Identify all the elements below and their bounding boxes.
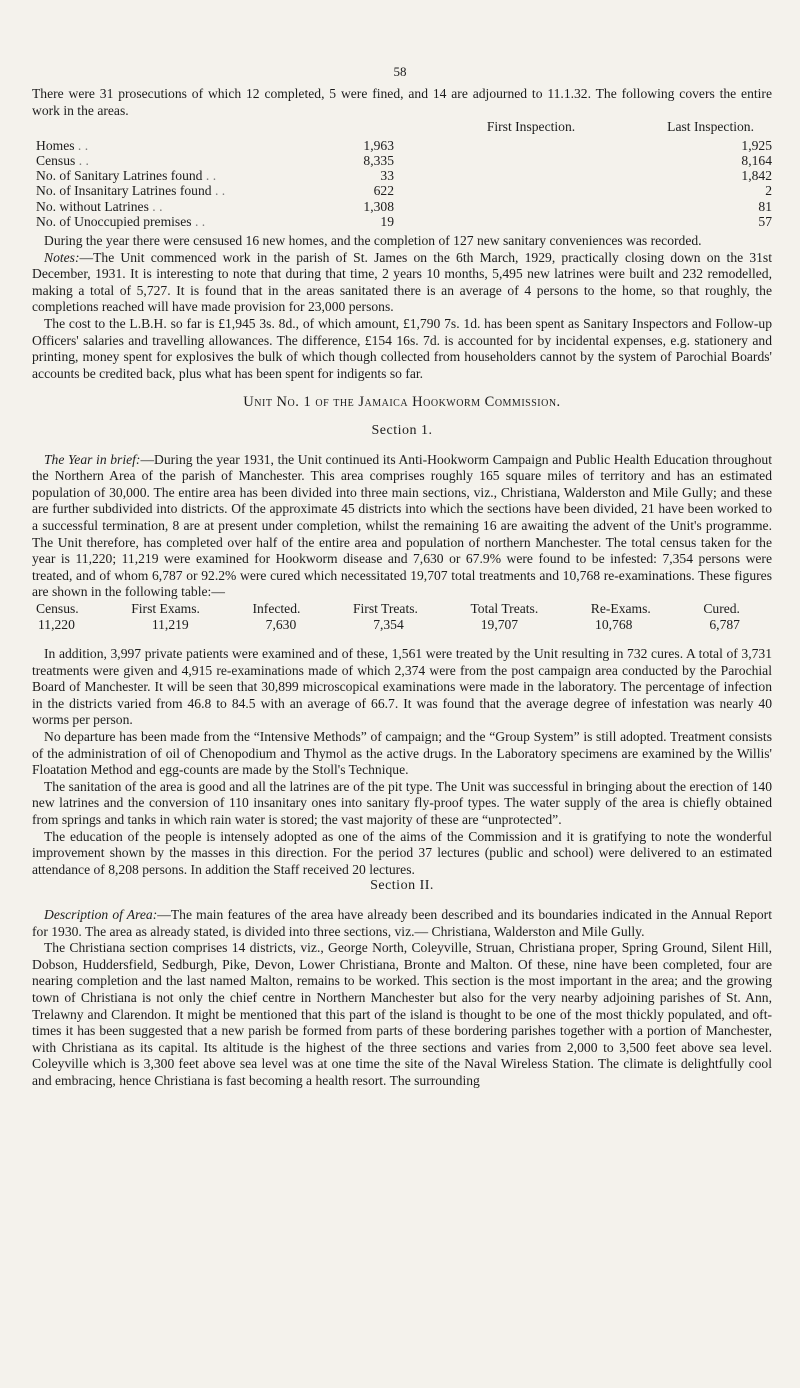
inspection-row	[36, 168, 772, 183]
description-paragraph	[32, 907, 772, 940]
section-2-heading: Section II.	[370, 878, 434, 894]
first-inspection-value: 33	[380, 168, 394, 184]
cure-table-value: 19,707	[480, 617, 519, 633]
cure-table-value: 10,768	[595, 617, 633, 633]
cure-table-value: 6,787	[709, 617, 740, 633]
cure-table-values	[32, 617, 772, 634]
page-number: 58	[393, 64, 407, 79]
inspection-row-label: Census . .	[36, 152, 89, 168]
unit-heading: Unit No. 1 of the Jamaica Hookworm Commission.	[243, 394, 561, 411]
last-inspection-header: Last Inspection.	[667, 119, 754, 135]
last-inspection-value: 2	[765, 183, 772, 199]
inspection-row	[36, 214, 772, 229]
first-inspection-value: 622	[373, 183, 394, 199]
cost-paragraph: The cost to the L.B.H. so far is £1,945 3s. 8d., of which amount, £1,790 7s. 1d. has been spent as Sanitary Inspectors and Follow-up Officers' salaries and travelling allowances. The difference, £154 16s. 7d. is accounted for by incidental expenses, e.g. stationery and printing, money spent for explosives the bulk of which though collected from householders cannot by the system of Parochial Boards' accounts be credited back, plus what has been spent for indigents so far.	[32, 315, 772, 381]
inspection-headers	[32, 119, 772, 136]
first-inspection-header: First Inspection.	[486, 119, 576, 135]
page-content	[32, 86, 772, 1090]
last-inspection-value: 57	[758, 213, 772, 229]
cure-table-header: Cured.	[703, 600, 740, 616]
brief-label: The Year in brief:	[44, 451, 141, 467]
inspection-row-label: No. without Latrines . .	[36, 198, 163, 214]
inspection-row-label: No. of Sanitary Latrines found . .	[36, 168, 217, 184]
cure-table-value: 11,219	[151, 617, 189, 633]
dot-leader: . .	[78, 152, 89, 168]
brief-paragraph	[32, 452, 772, 601]
inspection-row-label: Homes . .	[36, 137, 89, 153]
inspection-row	[36, 138, 772, 153]
dot-leader: . .	[152, 198, 163, 214]
description-label: Description of Area:	[44, 906, 158, 922]
last-inspection-value: 1,925	[741, 137, 772, 153]
education-paragraph: The education of the people is intensely adopted as one of the aims of the Commission and it is gratifying to note the wonderful improvement shown by the masses in this direction. For the period 37 lectures (public and school) were delivered to an estimated attendance of 8,208 persons. In addition the Staff received 20 lectures.	[32, 828, 772, 877]
cure-table-header: Total Treats.	[470, 600, 539, 616]
cure-table-header: Re-Exams.	[590, 600, 651, 616]
brief-text: —During the year 1931, the Unit continued its Anti-Hookworm Campaign and Public Health Education throughout the Northern Area of the parish of Manchester. This area comprises roughly 165 square miles of territory and has an estimated population of 30,000. The entire area has been divided into three main sections, viz., Christiana, Walderston and Mile Gully; and these are further subdivided into districts. Of the approximate 45 districts into which the sections have been divided, 21 have been worked to a successful termination, 8 are at present under completion, whilst the remaining 16 are awaiting the advent of the Unit's programme. The Unit therefore, has completed over half of the entire area and population of northern Manchester. The total census taken for the year is 11,220; 11,219 were examined for Hookworm disease and 7,630 or 67.9% were found to be infested: 7,354 persons were treated, and of whom 6,787 or 92.2% were cured which necessitated 19,707 total treatments and 10,768 re-examinations. These figures are shown in the following table:—	[32, 451, 773, 600]
inspection-table	[36, 138, 772, 229]
first-inspection-value: 1,963	[363, 137, 394, 153]
notes-text: —The Unit commenced work in the parish of St. James on the 6th March, 1929, practically closing down on the 31st December, 1931. It is interesting to note that during that time, 2 years 10 months, 5,495 new latrines were built and 232 remodelled, making a total of 5,727. It is found that in the areas sanitated there is an average of 4 persons to the home, so that roughly, the completions reached will have made provision for 23,000 persons.	[32, 249, 772, 315]
cure-table-value: 7,354	[373, 617, 404, 633]
cure-table-headers	[32, 601, 772, 618]
inspection-row-label: No. of Unoccupied premises . .	[36, 213, 206, 229]
last-inspection-value: 1,842	[741, 168, 772, 184]
christiana-paragraph: The Christiana section comprises 14 districts, viz., George North, Coleyville, Struan, Christiana proper, Spring Ground, Silent Hill, Dobson, Huddersfield, Sedburgh, Pike, Devon, Lower Christiana, Bronte and Malton. Of these, nine have been completed, four are nearing completion and the last named Malton, remains to be worked. This section is the most important in the area; and the growing town of Christiana is not only the chief centre in Northern Manchester but also for the very nearby adjoining parishes of St. Ann, Trelawny and Clarendon. It might be mentioned that this part of the island is thought to be one of the most thickly populated, and oft-times it has been suggested that a new parish be formed from parts of these bordering parishes together with a portion of Manchester, with Christiana as its capital. Its altitude is the highest of the three sections and varies from 2,000 to 3,500 feet above sea level. Coleyville which is 3,300 feet above sea level was at one time the site of the Naval Wireless Station. The climate is delightfully cool and embracing, hence Christiana is fast becoming a health resort. The surrounding	[32, 940, 772, 1088]
inspection-row	[36, 183, 772, 198]
addition-paragraph: In addition, 3,997 private patients were examined and of these, 1,561 were treated by the Unit resulting in 732 cures. A total of 3,731 treatments were given and 4,915 re-examinations made of which 2,374 were from the post campaign area conducted by the Parochial Board of Manchester. It will be seen that 30,899 microscopical examinations were made in the laboratory. The percentage of infection in the districts varied from 46.8 to 84.5 with an average of 66.7. It was found that the average degree of infestation was nearly 40 worms per person.	[32, 646, 772, 728]
inspection-table-body	[36, 138, 772, 229]
cure-table-header: First Exams.	[131, 600, 200, 616]
intro-paragraph: There were 31 prosecutions of which 12 completed, 5 were fined, and 14 are adjourned to 11.1.32. The following covers the entire work in the areas.	[32, 86, 772, 118]
last-inspection-value: 8,164	[741, 152, 772, 168]
dot-leader: . .	[194, 213, 206, 229]
first-inspection-value: 19	[380, 213, 394, 229]
last-inspection-value: 81	[758, 198, 772, 214]
inspection-row	[36, 153, 772, 168]
section-1-heading: Section 1.	[371, 422, 433, 438]
during-paragraph: During the year there were censused 16 new homes, and the completion of 127 new sanitary conveniences was recorded.	[44, 233, 702, 248]
inspection-row-label: No. of Insanitary Latrines found . .	[36, 183, 226, 199]
dot-leader: . .	[77, 137, 89, 153]
first-inspection-value: 1,308	[363, 198, 394, 214]
cure-table-value: 7,630	[265, 617, 297, 633]
dot-leader: . .	[214, 183, 226, 199]
cure-table-header: Infected.	[252, 600, 301, 616]
notes-paragraph	[32, 250, 772, 316]
cure-table-value: 11,220	[38, 617, 75, 633]
dot-leader: . .	[205, 168, 217, 184]
description-text: —The main features of the area have already been described and its boundaries indicated in the Annual Report for 1930. The area as already stated, is divided into three sections, viz.— Christiana, Walderston and Mile Gully.	[32, 906, 772, 939]
cure-table-header: Census.	[36, 600, 79, 616]
first-inspection-value: 8,335	[363, 152, 394, 168]
sanitation-paragraph: The sanitation of the area is good and all the latrines are of the pit type. The Unit was successful in bringing about the erection of 140 new latrines and the conversion of 110 insanitary ones into sanitary fly-proof types. The water supply of the area is chiefly obtained from springs and tanks in which rain water is stored; the vast majority of these are “unprotected”.	[32, 778, 772, 827]
inspection-row	[36, 199, 772, 214]
notes-label: Notes:	[44, 249, 80, 265]
departure-paragraph: No departure has been made from the “Intensive Methods” of campaign; and the “Group System” is still adopted. Treatment consists of the administration of oil of Chenopodium and Thymol as the active drugs. In the Laboratory specimens are examined by the Willis' Floatation Method and egg-counts are made by the Stoll's Technique.	[32, 729, 772, 778]
cure-table-header: First Treats.	[352, 600, 418, 616]
